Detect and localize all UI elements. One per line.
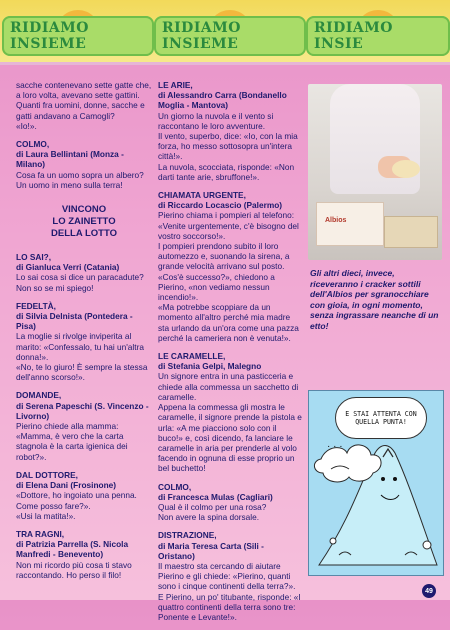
column-middle [158, 80, 302, 630]
flower-icon [423, 541, 431, 549]
joke-item [158, 351, 302, 473]
joke-item [16, 390, 152, 461]
flower-icon [330, 538, 336, 544]
joke-item [16, 252, 152, 293]
eye-left [381, 477, 385, 481]
joke-item [16, 80, 152, 131]
joke-title: TRA RAGNI, [16, 528, 65, 539]
prize-heading: VINCONO LO ZAINETTO DELLA LOTTO [51, 204, 117, 240]
joke-text: Un giorno la nuvola e il vento si raccontano le loro avventure. Il vento, superbo, dice: «Io, con la mia forza, ho messo sottosopra un'intera città!». La nuvola, scocciata, risponde: «Non darti tante arie, sbruffone!». [158, 110, 298, 182]
joke-title: COLMO, [16, 139, 50, 150]
joke-title: LO SAI?, [16, 252, 52, 263]
ad-photo [308, 84, 442, 260]
joke-text: Il maestro sta cercando di aiutare Pierino e gli chiede: «Pierino, quanti sono i cinque continenti della terra?». E Pierino, un po' titubante, risponde: «I quattro continenti della terra sono tre: Ponente e Levante!». [158, 560, 301, 622]
joke-text: Lo sai cosa si dice un paracadute? Non so se mi spiego! [16, 272, 144, 293]
joke-author: di Maria Teresa Carta (Sili - Oristano) [158, 540, 264, 561]
joke-author: di Alessandro Carra (Bondanello Moglia - Mantova) [158, 90, 287, 111]
banner-1 [2, 6, 154, 56]
eye-right [393, 477, 397, 481]
joke-text: Un signore entra in una pasticceria e chiede alla commessa un sacchetto di caramelle. Appena la commessa gli mostra le caramelle, il signore prende la pistola e urla: «A me piacciono solo con il buco!» e, così dicendo, fa lanciare le caramelle in aria per prenderle al volo facendo in ognuna di esse proprio un bel buchetto! [158, 371, 302, 474]
joke-title: FEDELTÀ, [16, 300, 56, 311]
joke-item [158, 80, 302, 182]
joke-title: COLMO, [158, 481, 192, 492]
banner-3 [306, 6, 450, 56]
joke-title: CHIAMATA URGENTE, [158, 190, 246, 201]
joke-title: DISTRAZIONE, [158, 530, 217, 541]
joke-author: di Stefania Gelpi, Malegno [158, 361, 262, 372]
cracker-box [316, 202, 384, 246]
banner-2 [154, 6, 306, 56]
joke-text: Qual è il colmo per una rosa? Non avere la spina dorsale. [158, 501, 267, 523]
joke-author: di Francesca Mulas (Cagliari) [158, 491, 273, 502]
cracker-icon [392, 160, 420, 178]
speech-bubble: E STAI ATTENTA CON QUELLA PUNTA! [335, 397, 427, 439]
joke-text: Non mi ricordo più cosa ti stavo raccontando. Ho perso il filo! [16, 559, 132, 580]
joke-title: DOMANDE, [16, 390, 62, 401]
joke-author: di Silvia Delnista (Pontedera - Pisa) [16, 311, 133, 332]
joke-item [158, 190, 302, 343]
joke-item [16, 470, 152, 521]
joke-item [16, 301, 152, 383]
thought-dots: · · · [327, 441, 343, 452]
joke-title: DAL DOTTORE, [16, 469, 78, 480]
joke-author: di Serena Papeschi (S. Vincenzo - Livorno) [16, 400, 149, 421]
joke-author: di Gianluca Verri (Catania) [16, 262, 120, 273]
box-label: Albios [325, 217, 347, 224]
cartoon [308, 390, 444, 576]
cloud-icon [314, 445, 381, 482]
joke-title: LE ARIE, [158, 80, 193, 90]
column-left [16, 80, 152, 588]
joke-text: Pierino chiama i pompieri al telefono: «Venite urgentemente, c'è bisogno del vostro soccorso!». I pompieri prendono subito il loro automezzo e, suonando la sirena, a grande velocità arrivano sul posto. «Cos'è successo?», chiedono a Pierino, «non vediamo nessun incendio!». «Ma potrebbe scoppiare da un momento all'altro perché mia madre sta urlando da un'ora come una pazza perché la cameriera non è venuta!». [158, 210, 299, 343]
header-banner-strip [0, 0, 450, 65]
joke-item [16, 529, 152, 580]
joke-item [16, 139, 152, 190]
joke-author: di Patrizia Parrella (S. Nicola Manfredi - Benevento) [16, 539, 129, 560]
joke-text: sacche contenevano sette gatte che, a loro volta, avevano sette gattini. Quanti fra uomini, donne, sacche e gatti andavano a Camogli? «Io!». [16, 80, 152, 131]
joke-author: di Elena Dani (Frosinone) [16, 480, 117, 491]
cracker-pack [384, 216, 438, 248]
joke-item [158, 530, 302, 622]
banner-label: RIDIAMO INSIEME [2, 16, 154, 56]
banner-label: RIDIAMO INSIE [306, 16, 450, 56]
joke-title: LE CARAMELLE, [158, 351, 226, 362]
joke-author: di Laura Bellintani (Monza - Milano) [16, 149, 124, 170]
joke-author: di Riccardo Locascio (Palermo) [158, 200, 283, 211]
joke-item [158, 482, 302, 523]
joke-text: Cosa fa un uomo sopra un albero? Un uomo in meno sulla terra! [16, 169, 144, 190]
prize-caption: Gli altri dieci, invece, riceveranno i cracker sottili dell'Albios per sgranocchiare con gioia, in ogni momento, senza ingrassare neanche di un etto! [310, 268, 439, 331]
joke-text: La moglie si rivolge inviperita al marito: «Confessalo, tu hai un'altra donna!». «No, te lo giuro! È sempre la stessa dell'anno scorso!». [16, 331, 148, 383]
banner-label: RIDIAMO INSIEME [154, 16, 306, 56]
joke-text: «Dottore, ho ingoiato una penna. Come posso fare?». «Usi la matita!». [16, 490, 137, 521]
joke-text: Pierino chiede alla mamma: «Mamma, è vero che la carta stagnola è la carta igienica dei robot?». [16, 421, 128, 462]
page-number: 49 [422, 584, 436, 598]
